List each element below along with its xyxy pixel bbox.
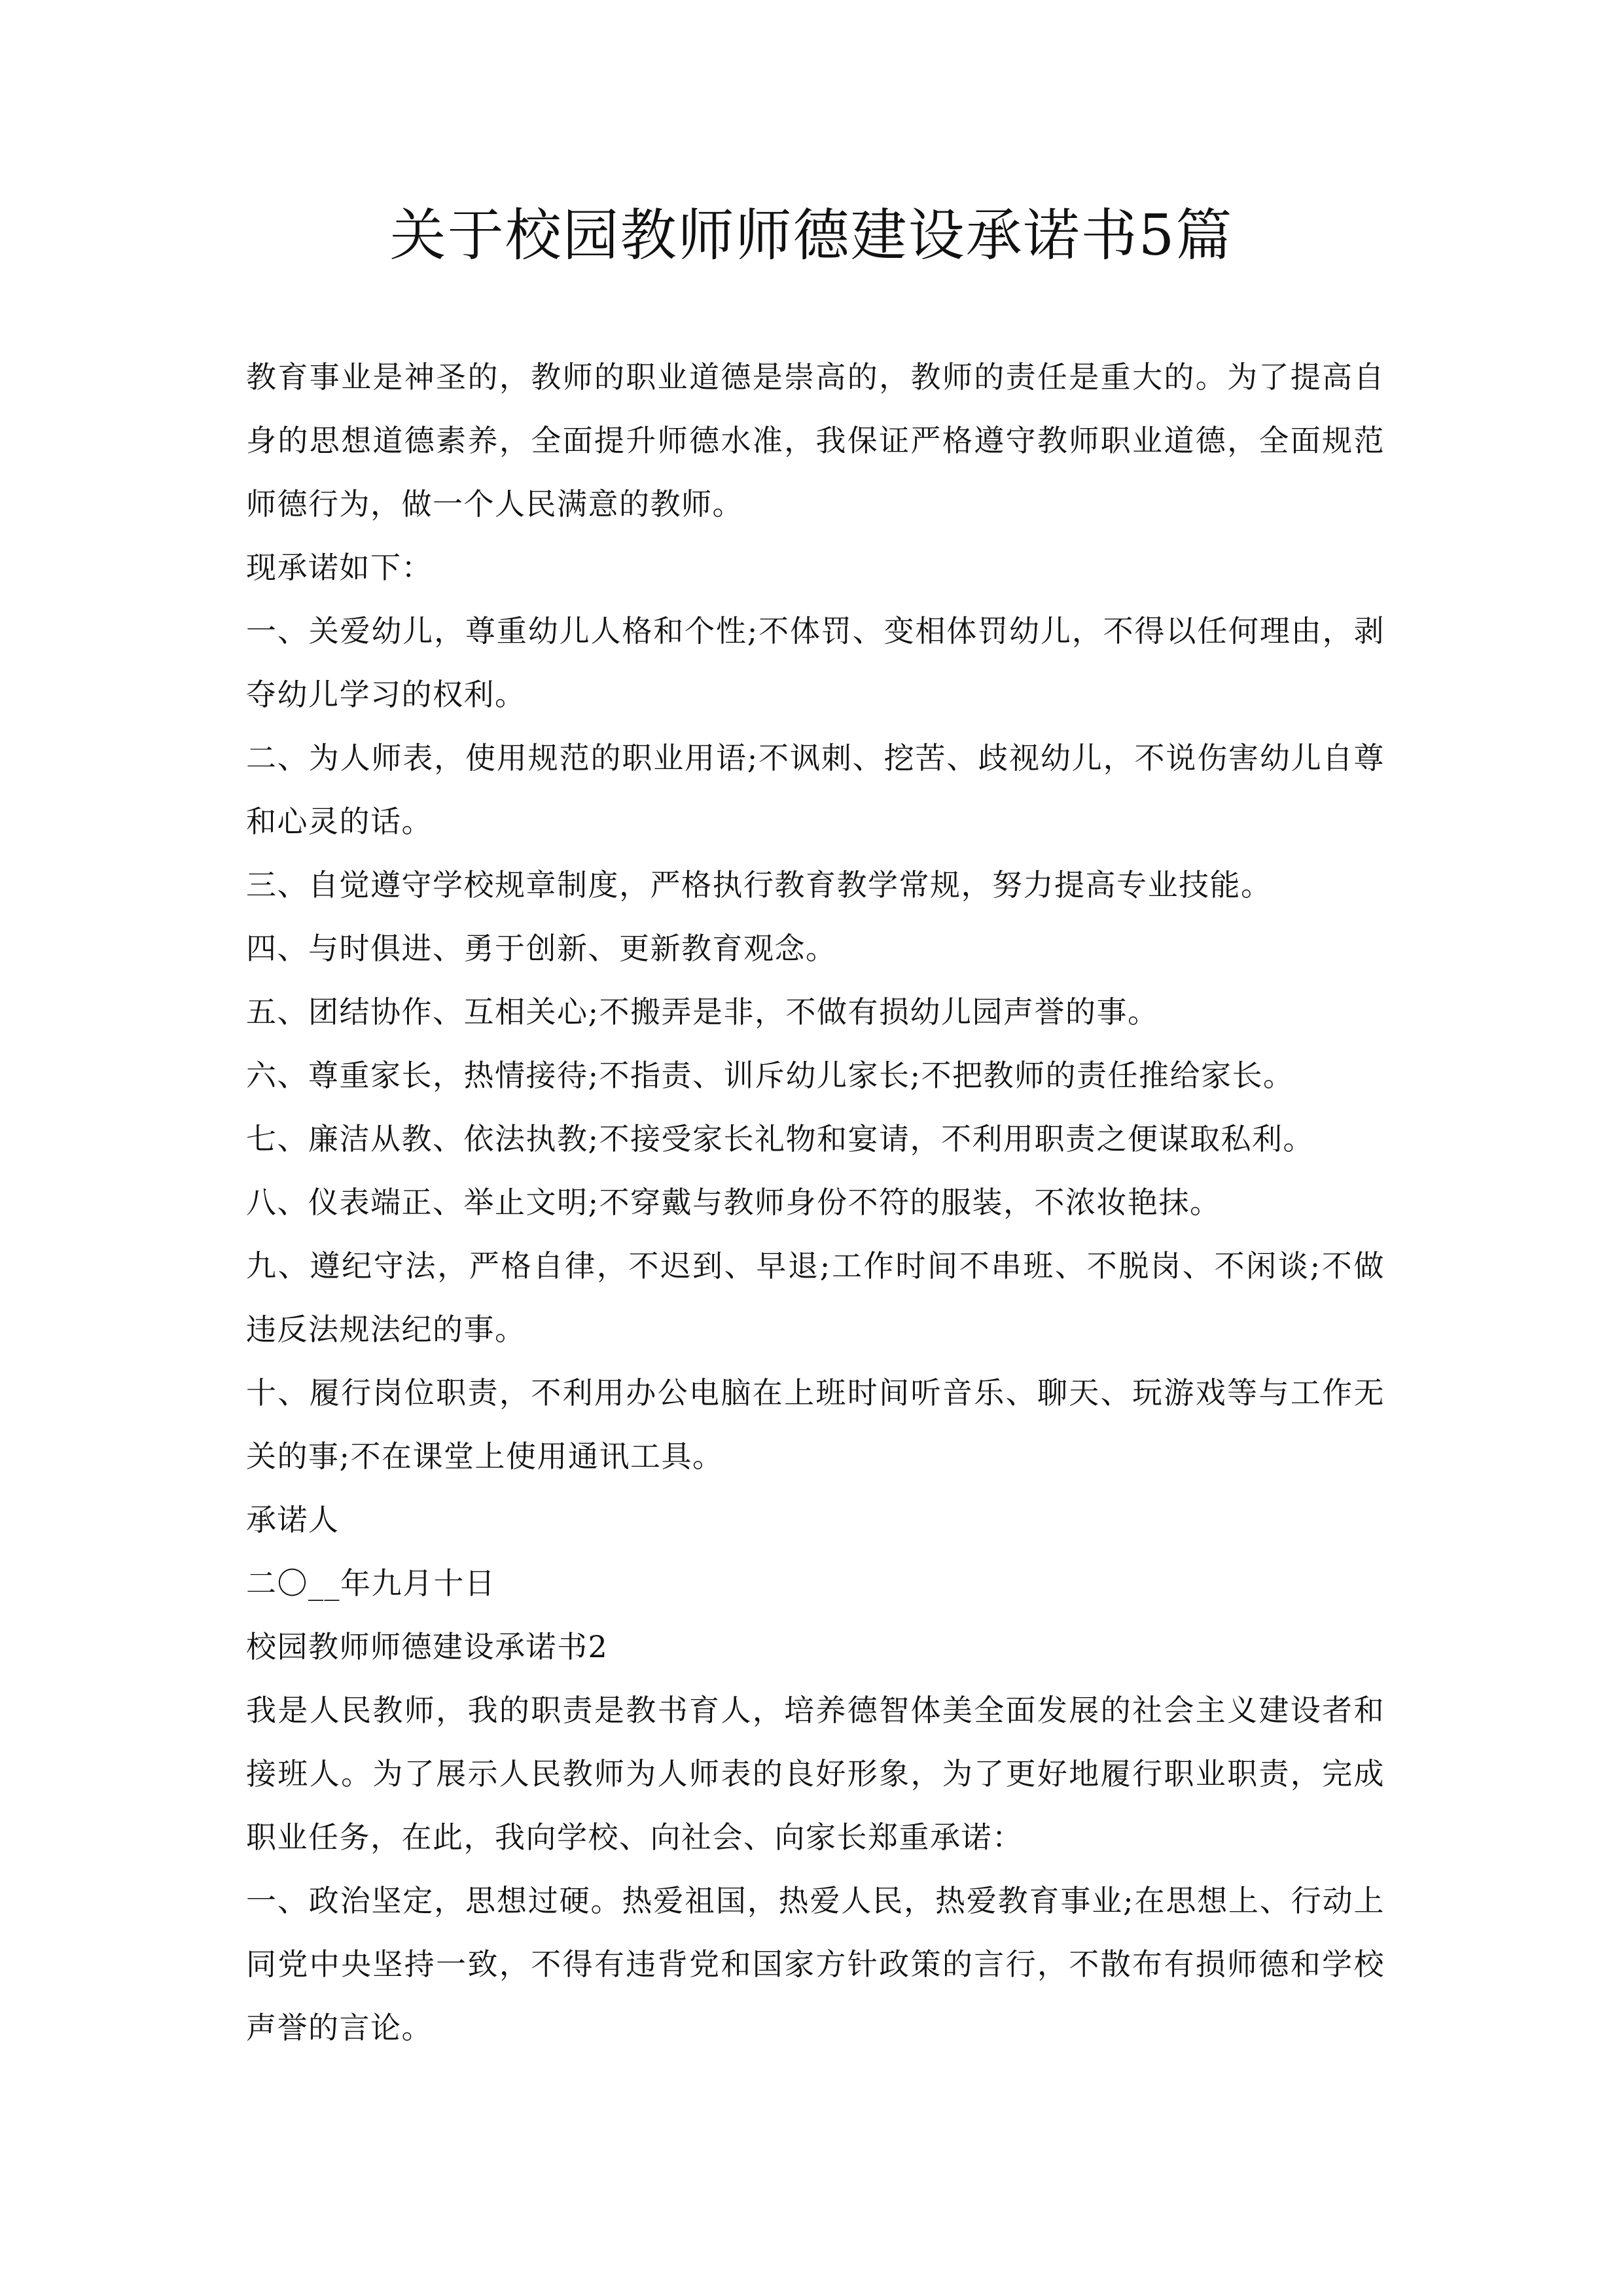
commitment-item-1: 一、关爱幼儿，尊重幼儿人格和个性;不体罚、变相体罚幼儿，不得以任何理由，剥夺幼儿学习的权利。: [246, 613, 1385, 712]
intro-paragraph: 教育事业是神圣的，教师的职业道德是崇高的，教师的责任是重大的。为了提高自身的思想道德素养，全面提升师德水准，我保证严格遵守教师职业道德，全面规范师德行为，做一个人民满意的教师。: [246, 359, 1385, 522]
commitment-item-8: 八、仪表端正、举止文明;不穿戴与教师身份不符的服装，不浓妆艳抹。: [246, 1185, 1221, 1220]
commitment-item-2: 二、为人师表，使用规范的职业用语;不讽刺、挖苦、歧视幼儿，不说伤害幼儿自尊和心灵的话。: [246, 740, 1385, 839]
commitment-item-4: 四、与时俱进、勇于创新、更新教育观念。: [246, 931, 837, 966]
commitment-heading: 现承诺如下：: [246, 550, 433, 585]
commitment-item-10: 十、履行岗位职责，不利用办公电脑在上班时间听音乐、聊天、玩游戏等与工作无关的事;不在课堂上使用通讯工具。: [246, 1375, 1385, 1474]
section-2-intro: 我是人民教师，我的职责是教书育人，培养德智体美全面发展的社会主义建设者和接班人。为了展示人民教师为人师表的良好形象，为了更好地履行职业职责，完成职业任务，在此，我向学校、向社会、向家长郑重承诺：: [246, 1693, 1385, 1855]
section-2-item-1: 一、政治坚定，思想过硬。热爱祖国，热爱人民，热爱教育事业;在思想上、行动上同党中央坚持一致，不得有违背党和国家方针政策的言行，不散布有损师德和学校声誉的言论。: [246, 1883, 1385, 2045]
signatory-label: 承诺人: [246, 1502, 340, 1537]
document-body: [246, 346, 1385, 2060]
commitment-item-6: 六、尊重家长，热情接待;不指责、训斥幼儿家长;不把教师的责任推给家长。: [246, 1058, 1294, 1093]
commitment-item-5: 五、团结协作、互相关心;不搬弄是非，不做有损幼儿园声誉的事。: [246, 994, 1159, 1030]
section-2-title: 校园教师师德建设承诺书2: [246, 1629, 609, 1664]
page-title: 关于校园教师师德建设承诺书5篇: [389, 203, 1234, 268]
commitment-item-3: 三、自觉遵守学校规章制度，严格执行教育教学常规，努力提高专业技能。: [246, 867, 1272, 903]
commitment-item-7: 七、廉洁从教、依法执教;不接受家长礼物和宴请，不利用职责之便谋取私利。: [246, 1121, 1314, 1157]
date-line: 二〇__年九月十日: [246, 1566, 496, 1601]
commitment-item-9: 九、遵纪守法，严格自律，不迟到、早退;工作时间不串班、不脱岗、不闲谈;不做违反法规法纪的事。: [246, 1248, 1385, 1347]
